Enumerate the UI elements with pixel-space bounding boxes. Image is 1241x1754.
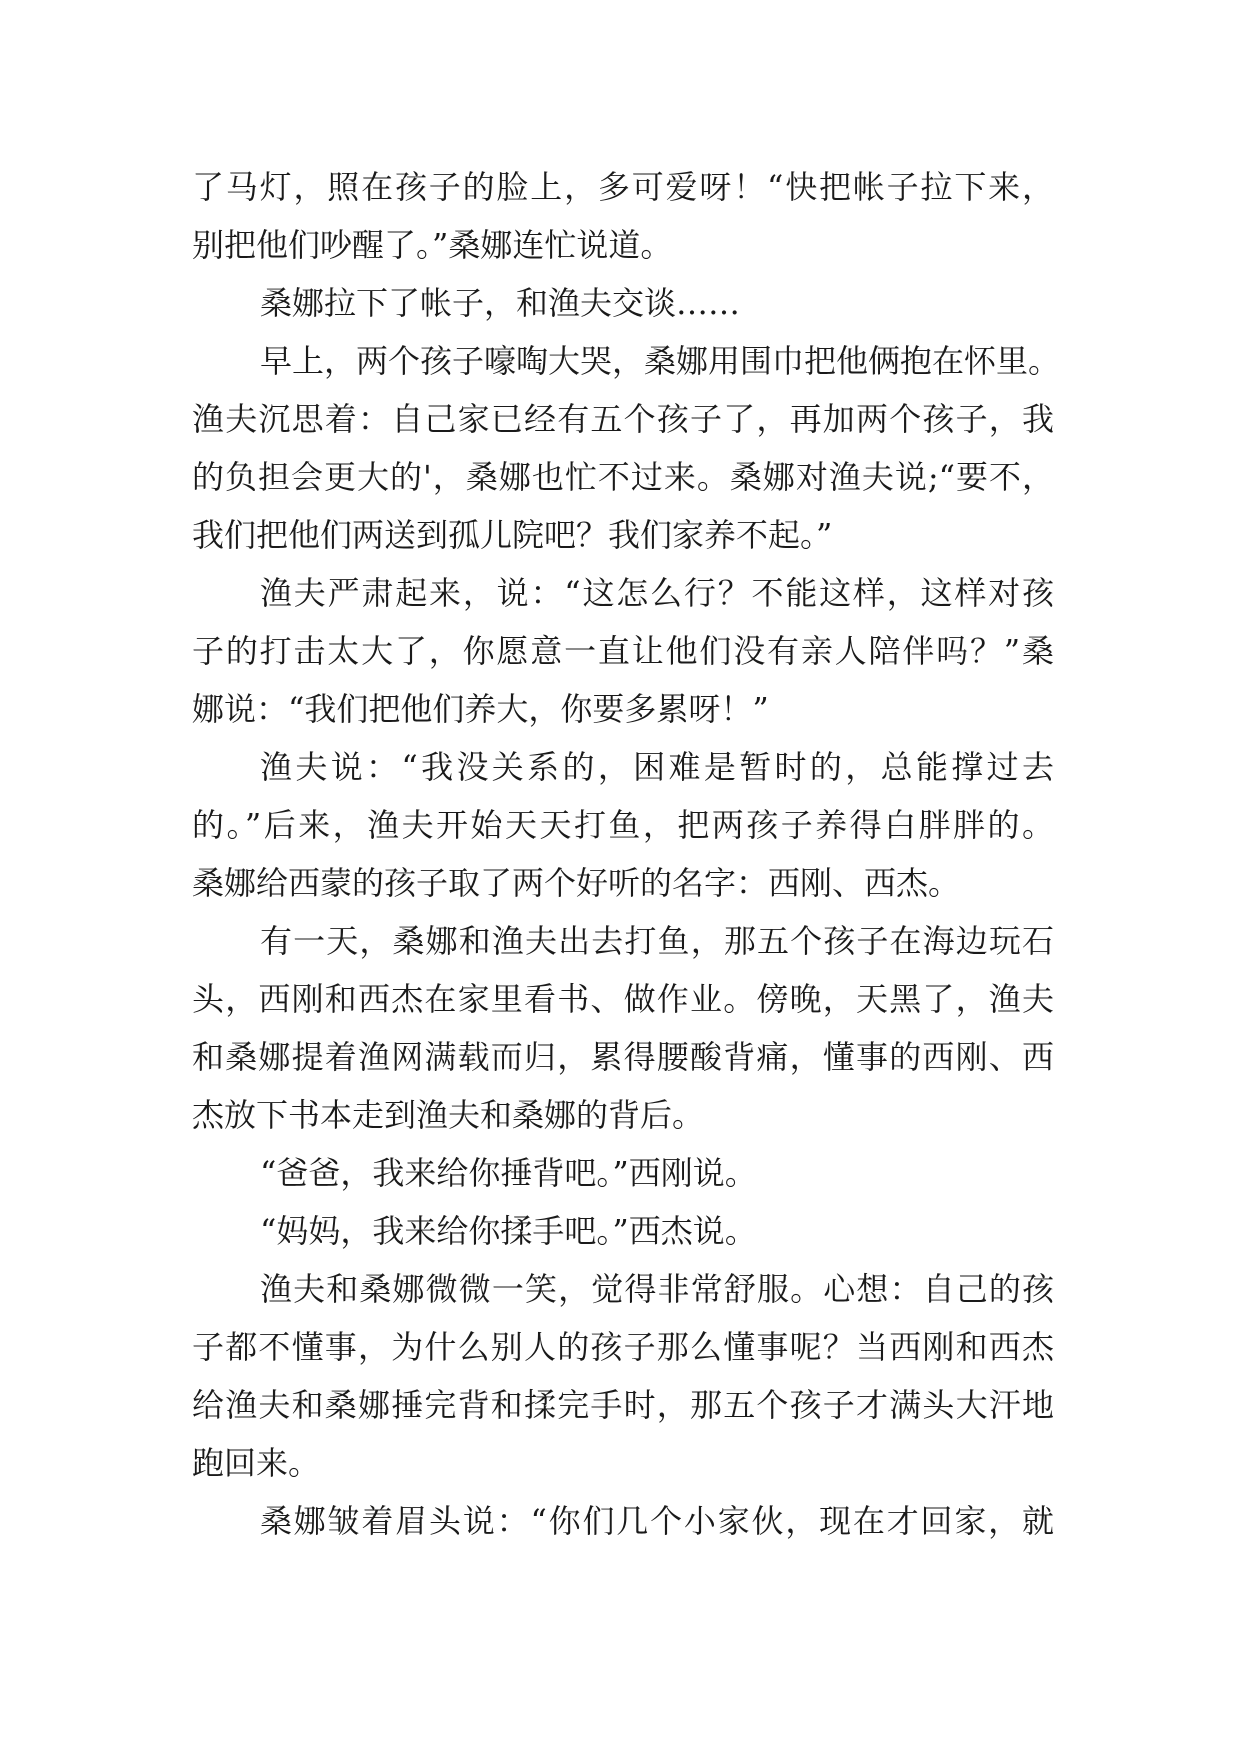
text-line: 子的打击太大了，你愿意一直让他们没有亲人陪伴吗？”桑 (192, 632, 1054, 670)
text-line: 子都不懂事，为什么别人的孩子那么懂事呢？当西刚和西杰 (192, 1328, 1054, 1366)
text-line: 早上，两个孩子嚎啕大哭，桑娜用围巾把他俩抱在怀里。 (260, 342, 1061, 380)
text-line: 的。”后来，渔夫开始天天打鱼，把两孩子养得白胖胖的。 (192, 806, 1054, 844)
text-line: 杰放下书本走到渔夫和桑娜的背后。 (192, 1096, 705, 1134)
text-line: 给渔夫和桑娜捶完背和揉完手时，那五个孩子才满头大汗地 (192, 1386, 1054, 1424)
text-line: 桑娜给西蒙的孩子取了两个好听的名字：西刚、西杰。 (192, 864, 961, 902)
text-line: 我们把他们两送到孤儿院吧？我们家养不起。” (192, 516, 833, 554)
text-line: 了马灯，照在孩子的脸上，多可爱呀！“快把帐子拉下来， (192, 168, 1054, 206)
text-line: 跑回来。 (192, 1444, 321, 1482)
text-line: 渔夫和桑娜微微一笑，觉得非常舒服。心想：自己的孩 (260, 1270, 1054, 1308)
text-line: 头，西刚和西杰在家里看书、做作业。傍晚，天黑了，渔夫 (192, 980, 1054, 1018)
story-text (192, 158, 1061, 1550)
text-line: 有一天，桑娜和渔夫出去打鱼，那五个孩子在海边玩石 (260, 922, 1054, 960)
text-line: 别把他们吵醒了。”桑娜连忙说道。 (192, 226, 673, 264)
text-line: 渔夫说：“我没关系的，困难是暂时的，总能撑过去 (260, 748, 1054, 786)
text-line: 桑娜拉下了帐子，和渔夫交谈…… (260, 284, 741, 322)
text-line: 的负担会更大的'，桑娜也忙不过来。桑娜对渔夫说;“要不， (192, 458, 1054, 496)
text-line: 渔夫沉思着：自己家已经有五个孩子了，再加两个孩子，我 (192, 400, 1054, 438)
text-line: 娜说：“我们把他们养大，你要多累呀！” (192, 690, 769, 728)
text-line: “妈妈，我来给你揉手吧。”西杰说。 (260, 1212, 757, 1250)
text-line: “爸爸，我来给你捶背吧。”西刚说。 (260, 1154, 757, 1192)
text-line: 和桑娜提着渔网满载而归，累得腰酸背痛，懂事的西刚、西 (192, 1038, 1054, 1076)
text-line: 桑娜皱着眉头说：“你们几个小家伙，现在才回家，就 (260, 1502, 1054, 1540)
text-line: 渔夫严肃起来，说：“这怎么行？不能这样，这样对孩 (260, 574, 1054, 612)
